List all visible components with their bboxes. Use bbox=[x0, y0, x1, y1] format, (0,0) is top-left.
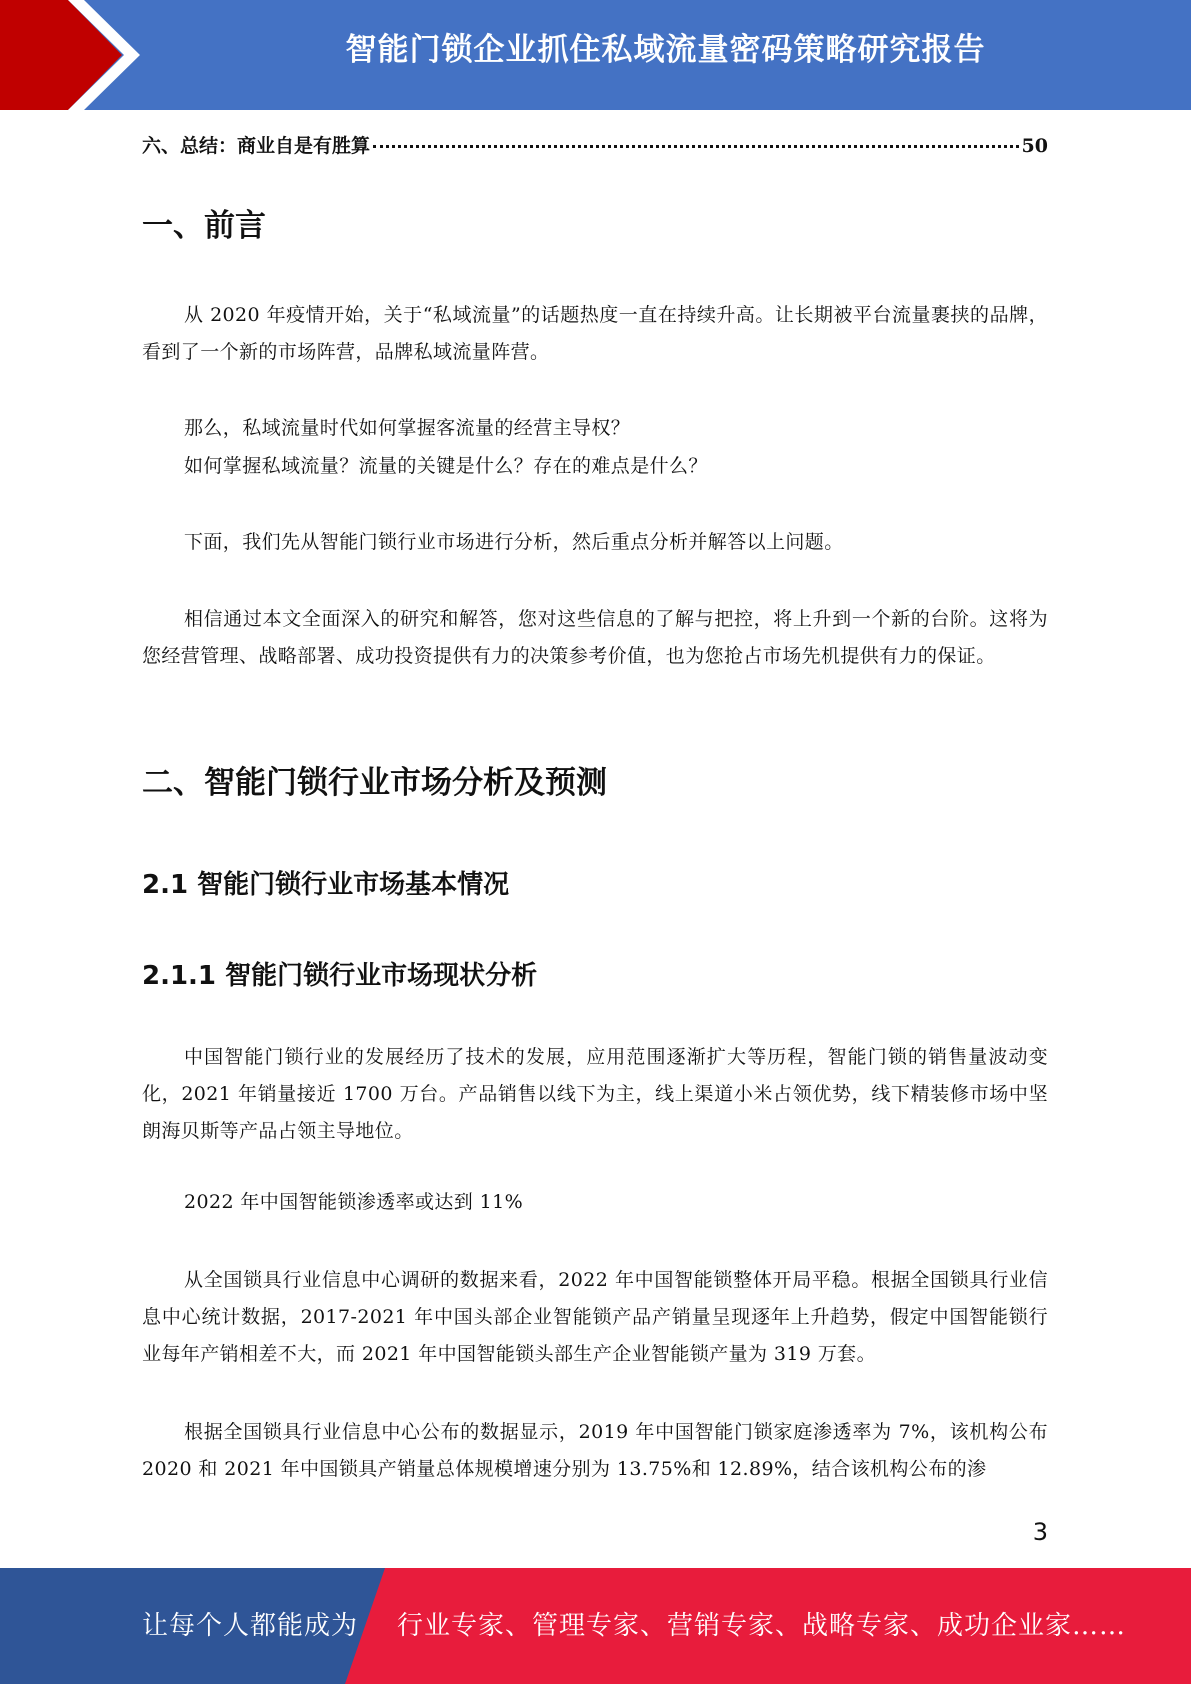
preface-question-2: 如何掌握私域流量？流量的关键是什么？存在的难点是什么？ bbox=[184, 455, 708, 477]
header-banner bbox=[0, 0, 1191, 110]
footer-banner bbox=[0, 1568, 1191, 1684]
section-heading-preface: 一、前言 bbox=[142, 208, 266, 244]
preface-paragraph-3: 相信通过本文全面深入的研究和解答，您对这些信息的了解与把控，将上升到一个新的台阶。这将为您经营管理、战略部署、成功投资提供有力的决策参考价值，也为您抢占市场先机提供有力的保证。 bbox=[142, 608, 1048, 667]
toc-entry[interactable] bbox=[142, 131, 1048, 158]
header-arrow-decoration bbox=[0, 0, 160, 110]
footer-slogan-right: 行业专家、管理专家、营销专家、战略专家、成功企业家…… bbox=[397, 1611, 1127, 1641]
market-paragraph-2: 2022 年中国智能锁渗透率或达到 11% bbox=[184, 1191, 524, 1213]
section-heading-market-analysis: 二、智能门锁行业市场分析及预测 bbox=[142, 765, 607, 801]
subsection-heading-2-1: 2.1 智能门锁行业市场基本情况 bbox=[142, 870, 510, 900]
document-title: 智能门锁企业抓住私域流量密码策略研究报告 bbox=[345, 32, 986, 68]
market-paragraph-4: 根据全国锁具行业信息中心公布的数据显示，2019 年中国智能门锁家庭渗透率为 7%，该机构公布 2020 和 2021 年中国锁具产销量总体规模增速分别为 13.75%和 12.89%，结合该机构公布的渗 bbox=[142, 1421, 1048, 1480]
preface-paragraph-1: 从 2020 年疫情开始，关于“私域流量”的话题热度一直在持续升高。让长期被平台流量裹挟的品牌，看到了一个新的市场阵营，品牌私域流量阵营。 bbox=[142, 304, 1048, 363]
preface-paragraph-2: 下面，我们先从智能门锁行业市场进行分析，然后重点分析并解答以上问题。 bbox=[184, 531, 844, 553]
page-number: 3 bbox=[1032, 1518, 1048, 1546]
market-paragraph-1: 中国智能门锁行业的发展经历了技术的发展，应用范围逐渐扩大等历程，智能门锁的销售量波动变化，2021 年销量接近 1700 万台。产品销售以线下为主，线上渠道小米占领优势，线下精装修市场中坚朗海贝斯等产品占领主导地位。 bbox=[142, 1046, 1048, 1142]
toc-entry-label: 六、总结：商业自是有胜算 bbox=[142, 135, 371, 157]
toc-dot-leader bbox=[373, 145, 1019, 148]
market-paragraph-3: 从全国锁具行业信息中心调研的数据来看，2022 年中国智能锁整体开局平稳。根据全国锁具行业信息中心统计数据，2017-2021 年中国头部企业智能锁产品产销量呈现逐年上升趋势，假定中国智能锁行业每年产销相差不大，而 2021 年中国智能锁头部生产企业智能锁产量为 319 万套。 bbox=[142, 1269, 1048, 1365]
subsection-heading-2-1-1: 2.1.1 智能门锁行业市场现状分析 bbox=[142, 961, 538, 991]
toc-entry-page: 50 bbox=[1021, 135, 1048, 157]
preface-question-1: 那么，私域流量时代如何掌握客流量的经营主导权？ bbox=[184, 417, 631, 439]
footer-slogan-left: 让每个人都能成为 bbox=[142, 1611, 359, 1641]
